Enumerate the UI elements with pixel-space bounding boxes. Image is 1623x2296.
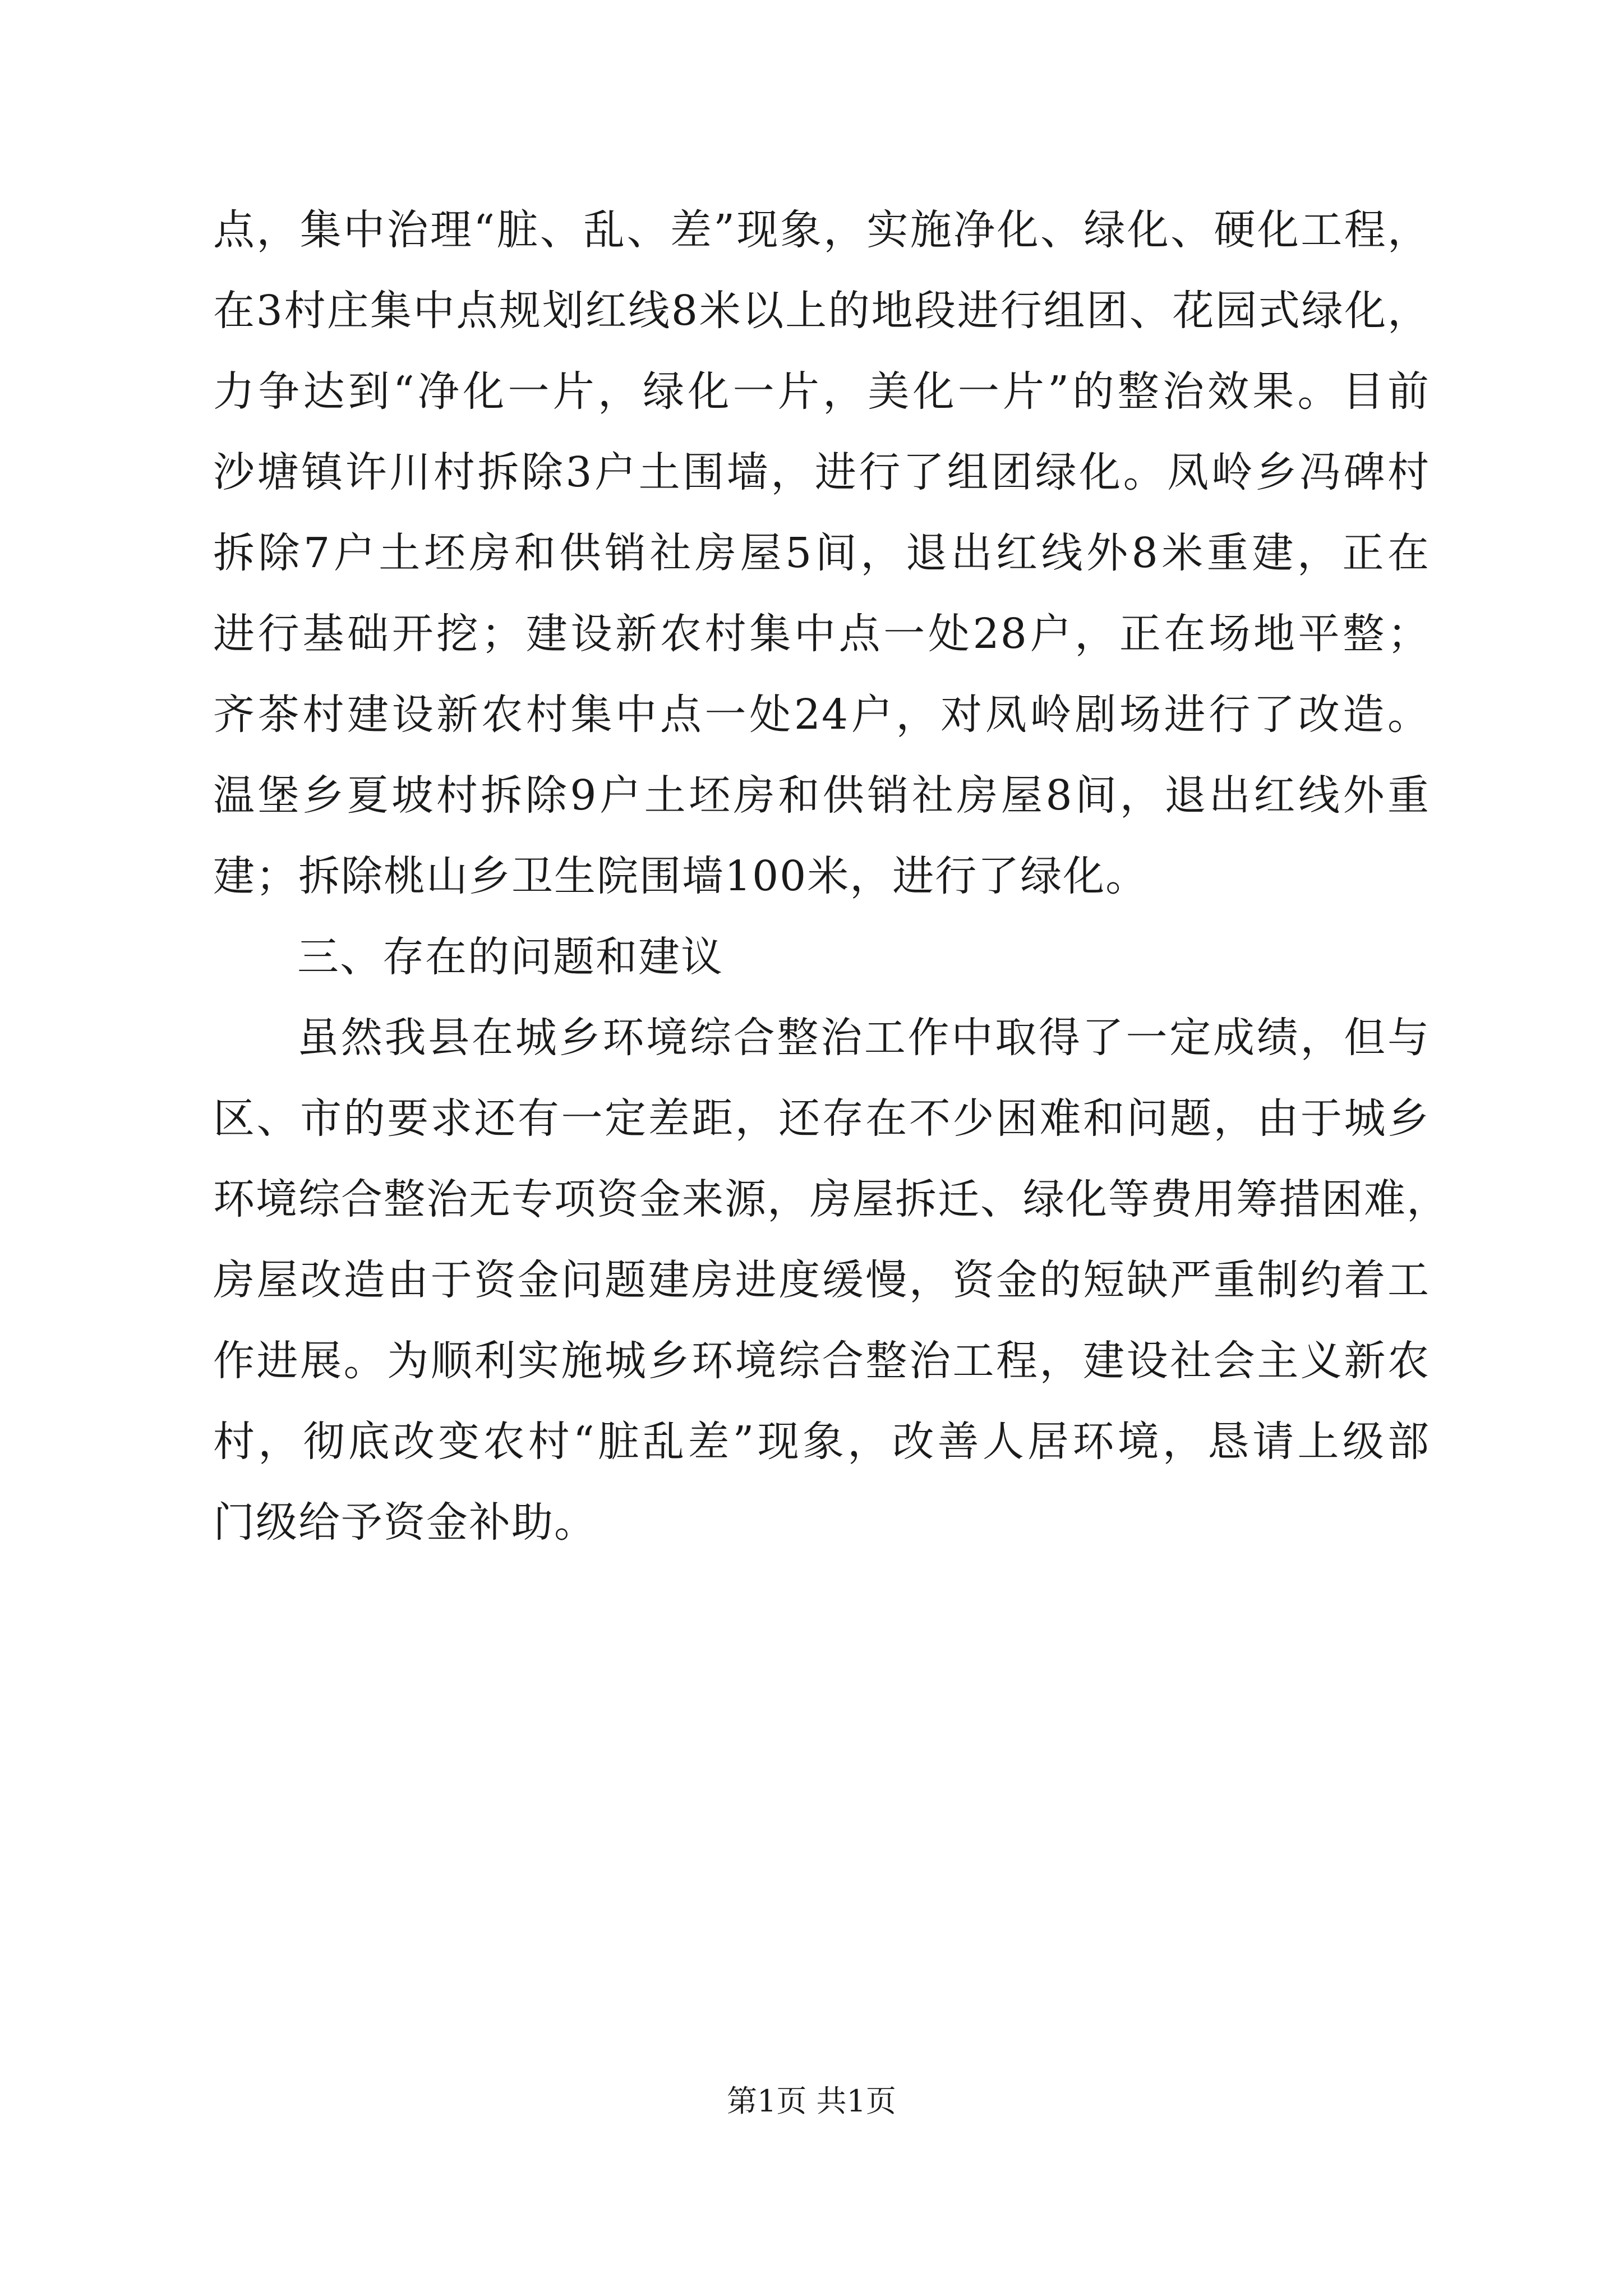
paragraph-line: 门级给予资金补助。	[213, 1498, 597, 1547]
paragraph-line: 环境综合整治无专项资金来源，房屋拆迁、绿化等费用筹措困难，	[213, 1175, 1449, 1223]
paragraph-line: 在3村庄集中点规划红线8米以上的地段进行组团、花园式绿化，	[213, 287, 1430, 335]
page-number: 第1页 共1页	[727, 2083, 896, 2119]
section-heading: 三、存在的问题和建议	[297, 933, 723, 981]
paragraph-line: 虽然我县在城乡环境综合整治工作中取得了一定成绩，但与	[297, 1014, 1430, 1062]
paragraph-line: 齐茶村建设新农村集中点一处24户，对凤岭剧场进行了改造。	[213, 691, 1430, 739]
paragraph-2	[213, 997, 1449, 1563]
paragraph-line: 温堡乡夏坡村拆除9户土坯房和供销社房屋8间，退出红线外重	[213, 771, 1430, 820]
document-body	[213, 190, 1449, 1563]
paragraph-line: 区、市的要求还有一定差距，还存在不少困难和问题，由于城乡	[213, 1094, 1430, 1143]
paragraph-line: 作进展。为顺利实施城乡环境综合整治工程，建设社会主义新农	[213, 1337, 1430, 1385]
paragraph-line: 房屋改造由于资金问题建房进度缓慢，资金的短缺严重制约着工	[213, 1256, 1430, 1304]
paragraph-line: 力争达到“净化一片，绿化一片，美化一片”的整治效果。目前	[213, 367, 1430, 416]
paragraph-line: 拆除7户土坯房和供销社房屋5间，退出红线外8米重建，正在	[213, 529, 1430, 577]
paragraph-line: 沙塘镇许川村拆除3户土围墙，进行了组团绿化。凤岭乡冯碑村	[213, 448, 1430, 496]
paragraph-line: 村，彻底改变农村“脏乱差”现象，改善人居环境，恳请上级部	[213, 1418, 1430, 1466]
paragraph-line: 点，集中治理“脏、乱、差”现象，实施净化、绿化、硬化工程，	[213, 206, 1430, 254]
paragraph-line: 建；拆除桃山乡卫生院围墙100米，进行了绿化。	[213, 852, 1149, 900]
paragraph-1	[213, 190, 1430, 917]
paragraph-line: 进行基础开挖；建设新农村集中点一处28户，正在场地平整；	[213, 610, 1430, 658]
